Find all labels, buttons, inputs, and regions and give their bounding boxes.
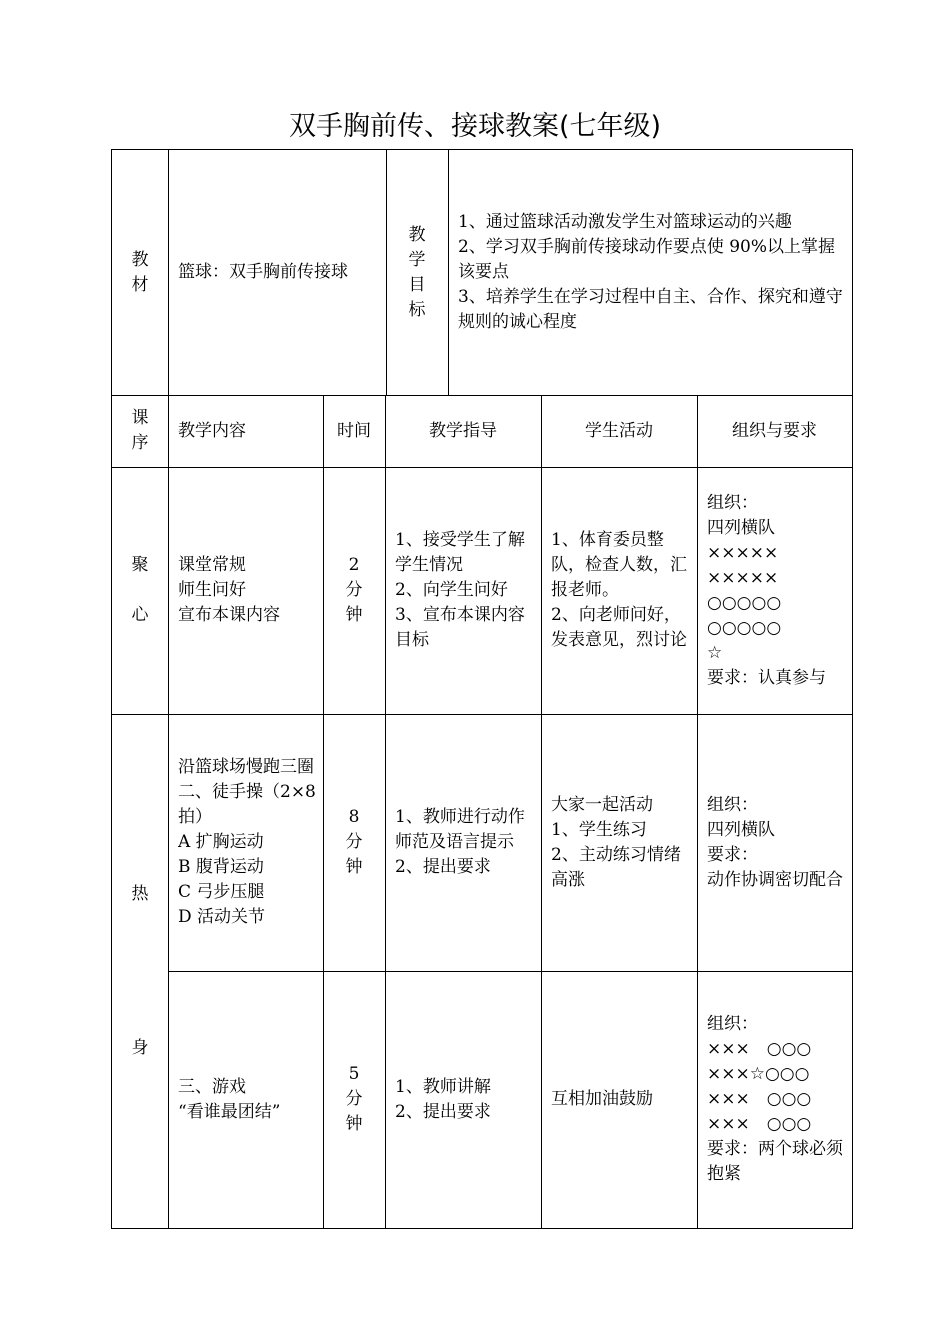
- game-guidance: 1、教师讲解 2、提出要求: [395, 1076, 491, 1122]
- game-student: 互相加油鼓励: [551, 1089, 653, 1109]
- col-header-content-cell: [168, 395, 323, 467]
- focus-content: 课堂常规 师生问好 宣布本课内容: [178, 555, 280, 625]
- warmup-guidance-cell: [385, 714, 541, 971]
- col-header-order: 课序: [131, 408, 149, 453]
- warmup-organization: 组织： 四列横队 要求： 动作协调密切配合: [707, 794, 843, 890]
- focus-organization: 组织： 四列横队 ××××× ××××× ○○○○○ ○○○○○ ☆ 要求：认真参与: [707, 492, 826, 688]
- warmup-time-cell: [323, 714, 385, 971]
- goal-label-cell: [386, 150, 448, 395]
- col-header-guidance: 教学指导: [429, 420, 497, 441]
- game-organization: 组织： ××× ○○○ ×××☆○○○ ××× ○○○ ××× ○○○ 要求：两个球必须抱紧: [707, 1014, 843, 1184]
- material-value-cell: [168, 150, 386, 395]
- warmup-student-cell: [541, 714, 697, 971]
- focus-time: 2 分 钟: [345, 555, 363, 625]
- focus-guidance: 1、接受学生了解学生情况 2、向学生问好 3、宣布本课内容目标: [395, 530, 525, 650]
- page-title: 双手胸前传、接球教案(七年级): [288, 111, 662, 142]
- focus-student-cell: [541, 467, 697, 714]
- game-guidance-cell: [385, 971, 541, 1228]
- col-header-student: 学生活动: [585, 420, 653, 441]
- col-header-organization: 组织与要求: [732, 420, 817, 441]
- game-organization-cell: [697, 971, 852, 1228]
- game-student-cell: [541, 971, 697, 1228]
- focus-content-cell: [168, 467, 323, 714]
- material-label-cell: [112, 150, 168, 395]
- col-header-time: 时间: [337, 420, 371, 441]
- focus-time-cell: [323, 467, 385, 714]
- material-label: 教材: [131, 249, 149, 295]
- goals-text: 1、通过篮球活动激发学生对篮球运动的兴趣 2、学习双手胸前传接球动作要点使 90%以上掌握该要点 3、培养学生在学习过程中自主、合作、探究和遵守规则的诚心程度: [458, 212, 843, 332]
- focus-guidance-cell: [385, 467, 541, 714]
- game-content: 三、游戏 “看谁最团结”: [178, 1076, 281, 1122]
- col-header-guidance-cell: [385, 395, 541, 467]
- warmup-time: 8 分 钟: [345, 807, 363, 877]
- section-focus: 聚 心: [131, 555, 149, 625]
- col-header-time-cell: [323, 395, 385, 467]
- col-header-student-cell: [541, 395, 697, 467]
- warmup-guidance: 1、教师进行动作师范及语言提示 2、提出要求: [395, 807, 525, 877]
- warmup-organization-cell: [697, 714, 852, 971]
- goal-label: 教学目标: [408, 224, 426, 320]
- focus-student: 1、体育委员整队，检查人数，汇报老师。 2、向老师问好，发表意见，烈讨论: [551, 530, 687, 650]
- game-content-cell: [168, 971, 323, 1228]
- lesson-plan-table: [111, 149, 853, 1229]
- warmup-content: 沿篮球场慢跑三圈 二、徒手操（2×8拍） A 扩胸运动 B 腹背运动 C 弓步压腿 D 活动关节: [178, 757, 316, 927]
- focus-organization-cell: [697, 467, 852, 714]
- section-warmup: 热 身: [131, 884, 149, 1058]
- col-header-content: 教学内容: [178, 420, 246, 441]
- warmup-content-cell: [168, 714, 323, 971]
- col-header-organization-cell: [697, 395, 852, 467]
- warmup-student: 大家一起活动 1、学生练习 2、主动练习情绪高涨: [551, 794, 681, 890]
- section-focus-cell: [112, 467, 168, 714]
- goals-cell: [448, 150, 852, 395]
- material-value: 篮球：双手胸前传接球: [178, 262, 348, 282]
- col-header-order-cell: [112, 395, 168, 467]
- game-time: 5 分 钟: [345, 1064, 363, 1134]
- section-warmup-cell: [112, 714, 168, 1228]
- game-time-cell: [323, 971, 385, 1228]
